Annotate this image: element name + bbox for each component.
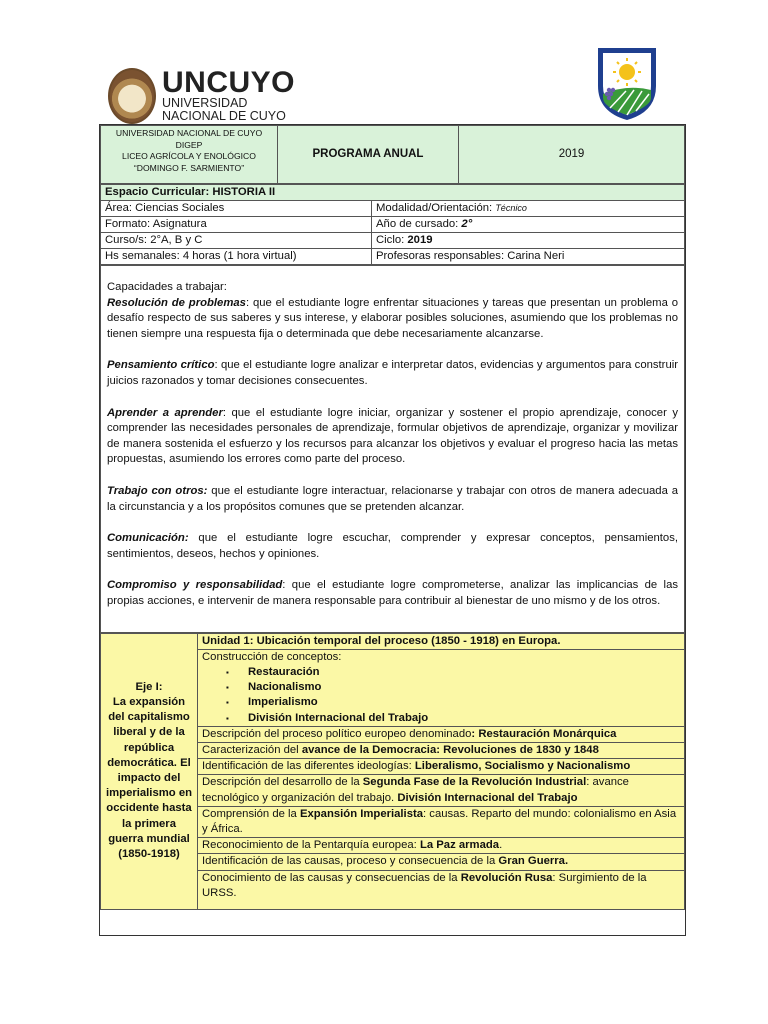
row-bold: avance de la Democracia: Revoluciones de 1830 y 1848 bbox=[301, 743, 599, 756]
ciclo bbox=[372, 233, 685, 249]
capacidad-2-text: : que el estudiante logre analizar e interpretar datos, evidencias y argumentos para construir juicios razonados y tomar decisiones consecuentes. bbox=[107, 359, 678, 387]
concepto-item: ▪ Restauración bbox=[226, 665, 680, 680]
row-bold: Segunda Fase de la Revolución Industrial bbox=[362, 776, 587, 789]
university-seal-icon bbox=[108, 68, 156, 124]
logo-line1: UNIVERSIDAD bbox=[162, 96, 248, 110]
contenido-row bbox=[198, 806, 685, 837]
row-text: Identificación de las diferentes ideologías: bbox=[202, 760, 415, 773]
row-bold: La Paz armada bbox=[419, 839, 500, 852]
contenido-row bbox=[198, 726, 685, 742]
conceptos-list bbox=[202, 665, 680, 726]
capacidad-6-title: Compromiso y responsabilidad bbox=[107, 579, 283, 592]
row-bold: Revolución Rusa bbox=[460, 871, 553, 884]
modalidad-value: Técnico bbox=[495, 203, 527, 213]
row-text: : avance tecnológico y organización del trabajo. bbox=[202, 776, 629, 804]
concepto-item: ▪ Imperialismo bbox=[226, 695, 680, 710]
ciclo-label: Ciclo: bbox=[376, 234, 408, 246]
capacidad-4-title: Trabajo con otros: bbox=[107, 484, 208, 497]
school-shield-icon bbox=[596, 46, 658, 122]
unit-table bbox=[100, 633, 685, 910]
modalidad bbox=[372, 201, 685, 217]
profesoras: Profesoras responsables: Carina Neri bbox=[372, 249, 685, 265]
row-text: Reconocimiento de la Pentarquía europea: bbox=[202, 839, 420, 852]
modalidad-label: Modalidad/Orientación: bbox=[376, 202, 496, 214]
row-bold: División Internacional del Trabajo bbox=[397, 791, 578, 804]
capacidad-2-title: Pensamiento crítico bbox=[107, 359, 215, 372]
capacidades-intro: Capacidades a trabajar: bbox=[107, 281, 227, 293]
area: Área: Ciencias Sociales bbox=[101, 201, 372, 217]
contenido-row bbox=[198, 854, 685, 870]
institution-line2: DIGEP bbox=[175, 139, 203, 150]
row-text: : Surgimiento de la URSS. bbox=[202, 871, 647, 899]
concepto-item: ▪ Nacionalismo bbox=[226, 680, 680, 695]
eje-label: Eje I: bbox=[135, 680, 163, 693]
cursos: Curso/s: 2°A, B y C bbox=[101, 233, 372, 249]
capacidad-1 bbox=[107, 296, 678, 343]
anio-label: Año de cursado: bbox=[376, 218, 462, 230]
contenido-row bbox=[198, 759, 685, 775]
concepto-item: ▪ División Internacional del Trabajo bbox=[226, 711, 680, 726]
conceptos-label: Construcción de conceptos: bbox=[202, 650, 342, 663]
capacidad-5-text: que el estudiante logre escuchar, comprender y expresar conceptos, pensamientos, sentimientos, deseos, hechos y opiniones. bbox=[107, 532, 678, 560]
row-bold: Gran Guerra. bbox=[498, 855, 569, 868]
eje-cell bbox=[101, 633, 198, 909]
row-bold: Expansión Imperialista bbox=[299, 807, 424, 820]
unidad-title: Unidad 1: Ubicación temporal del proceso (1850 - 1918) en Europa. bbox=[198, 633, 685, 649]
contenido-row bbox=[198, 742, 685, 758]
logo-line2: NACIONAL DE CUYO bbox=[162, 109, 286, 123]
row-text: : causas. Reparto del mundo: colonialismo en Asia y África. bbox=[202, 807, 677, 835]
horas-semanales: Hs semanales: 4 horas (1 hora virtual) bbox=[101, 249, 372, 265]
row-text: Descripción del desarrollo de la bbox=[202, 776, 363, 789]
formato: Formato: Asignatura bbox=[101, 217, 372, 233]
capacidad-4 bbox=[107, 484, 678, 515]
row-bold: Liberalismo, Socialismo y Nacionalismo bbox=[414, 760, 631, 773]
row-text: Conocimiento de las causas y consecuencias de la bbox=[202, 871, 461, 884]
program-year: 2019 bbox=[459, 126, 685, 184]
capacidad-1-title: Resolución de problemas bbox=[107, 296, 246, 309]
info-table bbox=[100, 184, 685, 265]
capacidad-3-title: Aprender a aprender bbox=[107, 406, 223, 419]
anio-cursado bbox=[372, 217, 685, 233]
capacidad-3 bbox=[107, 406, 678, 468]
capacidad-5-title: Comunicación: bbox=[107, 532, 189, 545]
capacidad-3-text: : que el estudiante logre iniciar, organizar y sostener el propio aprendizaje, conocer y comprender las necesidades personales de aprendizaje, formular objetivos de aprendizaje, organizar y movilizar de manera sostenida el esfuerzo y los recursos para alcanzar los objetivos y evaluar el progreso hacia las metas propuestas, asumiendo los errores como parte del proceso. bbox=[107, 406, 678, 466]
contenido-row bbox=[198, 775, 685, 806]
institution-cell bbox=[101, 126, 278, 184]
institution-line3: LICEO AGRÍCOLA Y ENOLÓGICO bbox=[122, 151, 256, 161]
row-text: Descripción del proceso político europeo denominado bbox=[202, 727, 472, 740]
row-text: . bbox=[499, 839, 503, 852]
row-text: Comprensión de la bbox=[202, 807, 300, 820]
uncuyo-logo bbox=[108, 68, 295, 124]
header-table bbox=[100, 125, 685, 184]
anio-value: 2° bbox=[461, 218, 473, 230]
capacidad-6-text: : que el estudiante logre comprometerse, analizar las implicancias de las propias acciones, e intervenir de manera responsable para contribuir al bienestar de uno mismo y de los otros. bbox=[107, 579, 679, 607]
contenido-row bbox=[198, 870, 685, 909]
capacidad-5 bbox=[107, 531, 678, 562]
ciclo-value: 2019 bbox=[407, 234, 433, 246]
capacidad-4-text: que el estudiante logre interactuar, relacionarse y trabajar con otros de manera adecuada a la circunstancia y a los propósitos comunes que se pretenden alcanzar. bbox=[107, 484, 678, 513]
capacidad-1-text: : que el estudiante logre enfrentar situaciones y tareas que presentan un problema o desafío respecto de sus saberes y sus interese, y elaborar posibles soluciones, asumiendo que los problemas no tienen siempre una respuesta fija o determinada que debe necesariamente alcanzarse. bbox=[107, 296, 679, 340]
institution-line1: UNIVERSIDAD NACIONAL DE CUYO bbox=[115, 128, 263, 138]
capacidad-6 bbox=[107, 578, 678, 609]
program-document bbox=[99, 124, 686, 936]
capacidad-2 bbox=[107, 358, 678, 389]
eje-text: La expansión del capitalismo liberal y de la república democrática. El impacto del imperialismo en occidente hasta la primera guerra mundial (1850-1918) bbox=[105, 696, 192, 861]
row-text: Caracterización del bbox=[202, 743, 302, 756]
contenido-row bbox=[198, 838, 685, 854]
row-bold: : Restauración Monárquica bbox=[471, 727, 617, 740]
logo-name: UNCUYO bbox=[162, 66, 296, 99]
espacio-curricular: Espacio Curricular: HISTORIA II bbox=[101, 185, 685, 201]
row-text: Identificación de las causas, proceso y consecuencia de la bbox=[202, 855, 499, 868]
conceptos-cell bbox=[198, 649, 685, 726]
institution-line4: “DOMINGO F. SARMIENTO” bbox=[133, 162, 245, 173]
program-title: PROGRAMA ANUAL bbox=[278, 126, 459, 184]
capacidades-section bbox=[100, 265, 685, 633]
